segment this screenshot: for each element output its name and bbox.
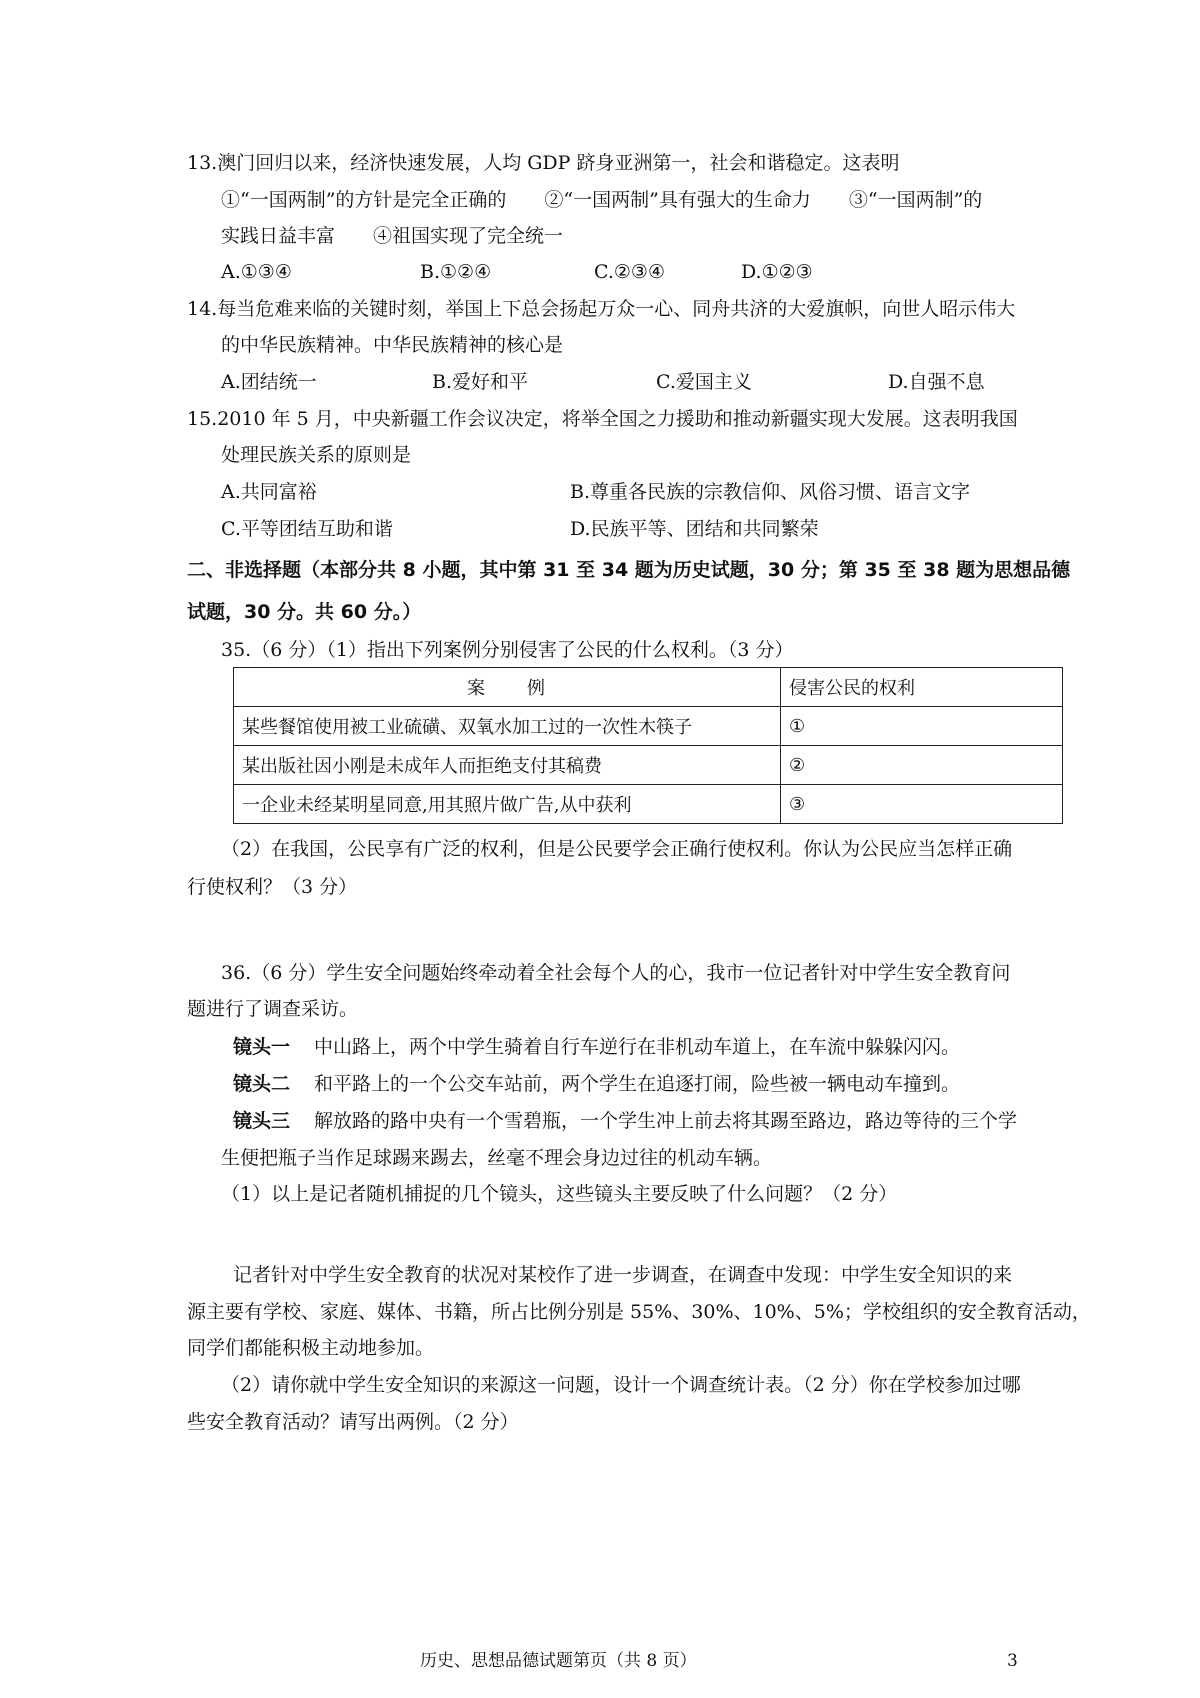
section2-heading-line2: 试题，30 分。共 60 分。） (187, 601, 422, 623)
page-footer: 历史、思想品德试题第页（共 8 页） (420, 1651, 697, 1671)
table-row (234, 785, 1063, 824)
q36-survey-line1: 记者针对中学生安全教育的状况对某校作了进一步调查，在调查中发现：中学生安全知识的来 (233, 1264, 1013, 1286)
q13-option-c: C.②③④ (594, 261, 665, 283)
q35-part2-line1: （2）在我国，公民享有广泛的权利，但是公民要学会正确行使权利。你认为公民应当怎样正确 (221, 838, 1013, 860)
q36-shot-3 (233, 1108, 1017, 1134)
shot-text: 解放路的路中央有一个雪碧瓶，一个学生冲上前去将其踢至路边，路边等待的三个学 (314, 1110, 1018, 1132)
table-row (234, 746, 1063, 785)
q15-option-c: C.平等团结互助和谐 (221, 518, 393, 540)
table-row (234, 707, 1063, 746)
table-cell-case: 某些餐馆使用被工业硫磺、双氧水加工过的一次性木筷子 (234, 707, 781, 746)
shot-label: 镜头三 (233, 1110, 291, 1132)
q15-option-a: A.共同富裕 (221, 481, 317, 503)
q35-part2-line2: 行使权利？（3 分） (187, 876, 358, 898)
q13-option-a: A.①③④ (221, 261, 292, 283)
table-cell-rights: ③ (781, 785, 1063, 824)
q14-stem-line1: 14.每当危难来临的关键时刻，举国上下总会扬起万众一心、同舟共济的大爱旗帜，向世人昭示伟大 (187, 298, 1016, 320)
q14-option-b: B.爱好和平 (432, 371, 529, 393)
section2-heading-line1: 二、非选择题（本部分共 8 小题，其中第 31 至 34 题为历史试题，30 分；第 35 至 38 题为思想品德 (187, 559, 1071, 581)
q15-stem-line1: 15.2010 年 5 月，中央新疆工作会议决定，将举全国之力援助和推动新疆实现大发展。这表明我国 (187, 408, 1018, 430)
q13-option-b: B.①②④ (420, 261, 492, 283)
q36-shot-3-cont: 生便把瓶子当作足球踢来踢去，丝毫不理会身边过往的机动车辆。 (221, 1147, 773, 1169)
q36-part2-line1: （2）请你就中学生安全知识的来源这一问题，设计一个调查统计表。（2 分）你在学校参加过哪 (221, 1374, 1021, 1396)
q15-option-b: B.尊重各民族的宗教信仰、风俗习惯、语言文字 (570, 481, 971, 503)
q36-survey-line2: 源主要有学校、家庭、媒体、书籍，所占比例分别是 55%、30%、10%、5%；学校组织的安全教育活动， (187, 1301, 1091, 1323)
q13-statements-line2: 实践日益丰富 ④祖国实现了完全统一 (221, 225, 564, 247)
q14-option-a: A.团结统一 (221, 371, 317, 393)
q15-stem-line2: 处理民族关系的原则是 (221, 444, 412, 466)
q35-case-table (233, 667, 1063, 824)
q36-shot-2 (233, 1071, 960, 1097)
shot-label: 镜头二 (233, 1073, 291, 1095)
q13-stem: 13.澳门回归以来，经济快速发展，人均 GDP 跻身亚洲第一，社会和谐稳定。这表明 (187, 152, 900, 174)
q36-intro-line2: 题进行了调查采访。 (187, 998, 359, 1020)
shot-label: 镜头一 (233, 1036, 291, 1058)
table-header-case: 案 例 (234, 668, 781, 707)
page-number: 3 (1007, 1651, 1018, 1671)
q36-survey-line3: 同学们都能积极主动地参加。 (187, 1337, 435, 1359)
q13-statements-line1: ①“一国两制”的方针是完全正确的 ②“一国两制”具有强大的生命力 ③“一国两制”的 (221, 189, 983, 211)
table-cell-case: 某出版社因小刚是未成年人而拒绝支付其稿费 (234, 746, 781, 785)
q35-part1: 35.（6 分）（1）指出下列案例分别侵害了公民的什么权利。（3 分） (221, 639, 794, 661)
q13-option-d: D.①②③ (741, 261, 813, 283)
table-cell-rights: ① (781, 707, 1063, 746)
table-cell-rights: ② (781, 746, 1063, 785)
q36-intro-line1: 36.（6 分）学生安全问题始终牵动着全社会每个人的心，我市一位记者针对中学生安全教育问 (221, 962, 1011, 984)
table-header-rights: 侵害公民的权利 (781, 668, 1063, 707)
shot-text: 中山路上，两个中学生骑着自行车逆行在非机动车道上，在车流中躲躲闪闪。 (314, 1036, 961, 1058)
q14-stem-line2: 的中华民族精神。中华民族精神的核心是 (221, 334, 564, 356)
q36-shot-1 (233, 1034, 960, 1060)
q15-option-d: D.民族平等、团结和共同繁荣 (570, 518, 819, 540)
q36-part1: （1）以上是记者随机捕捉的几个镜头，这些镜头主要反映了什么问题？（2 分） (221, 1183, 898, 1205)
q14-option-d: D.自强不息 (888, 371, 985, 393)
table-header-row (234, 668, 1063, 707)
table-cell-case: 一企业未经某明星同意,用其照片做广告,从中获利 (234, 785, 781, 824)
shot-text: 和平路上的一个公交车站前，两个学生在追逐打闹，险些被一辆电动车撞到。 (314, 1073, 961, 1095)
q36-part2-line2: 些安全教育活动？请写出两例。（2 分） (187, 1411, 519, 1433)
q14-option-c: C.爱国主义 (656, 371, 752, 393)
